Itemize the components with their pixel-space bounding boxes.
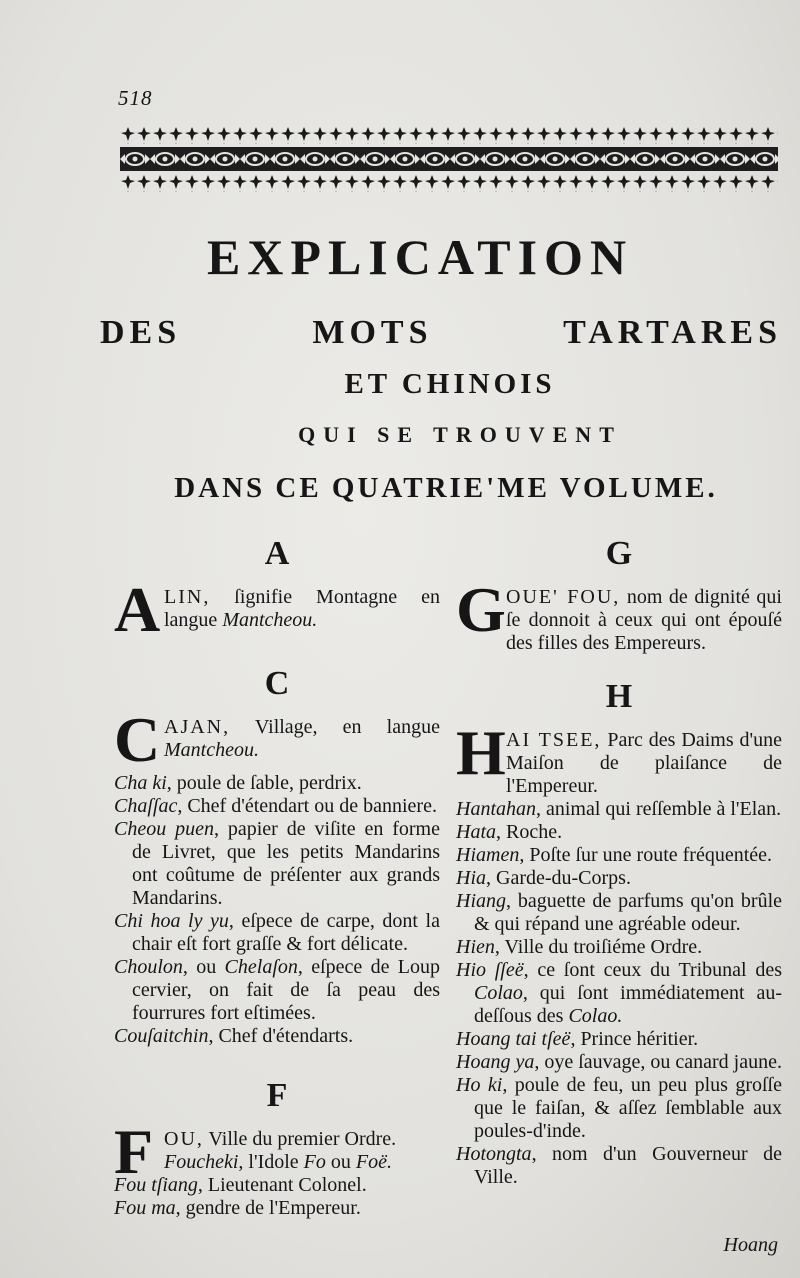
title-quatrieme-volume: DANS CE QUATRIE'ME VOLUME. [174,472,718,504]
glossary-entry [456,798,782,821]
section-letter-f: F [266,1077,288,1114]
entry-definition: ſignifie Montagne en langue [164,586,440,631]
entry-term: Hoang ya [456,1051,535,1073]
entry-term: Fo [303,1151,326,1173]
drop-cap: F [114,1116,154,1187]
entry-term: Hotongta [456,1143,532,1165]
section-letter-a: A [264,535,290,572]
page-number: 518 [118,86,153,110]
entry-alin [114,574,440,645]
glossary-entry [456,867,782,890]
entry-term: AI TSEE, [506,729,602,751]
entry-definition: Ville du premier Ordre. [203,1128,397,1150]
glossary-entry [456,959,782,1028]
entry-cajan [114,704,440,775]
entry-goue-fou [456,574,782,655]
entry-term: Cha ki [114,772,167,794]
entry-term: Foucheki [164,1151,239,1173]
entry-definition: , Chef d'étendart ou de banniere. [177,795,437,817]
entry-definition: , eſpece de carpe, dont la chair eſt fort graſſe & fort délicate. [132,910,440,955]
entry-definition: , papier de viſite en forme de Livret, que les petits Mandarins ont coûtume de préſenter aux grands Mandarins. [132,818,440,909]
entry-term: Choulon [114,956,183,978]
drop-cap: A [114,574,161,645]
glossary-entry [456,821,782,844]
entry-term: Hiamen [456,844,520,866]
left-column [114,530,440,1220]
entry-term: OUE' FOU, [506,586,621,608]
glossary-entry [456,844,782,867]
section-letter-c: C [264,665,290,702]
glossary-entry [114,956,440,1025]
entry-hai-tsee [456,717,782,798]
section-letter-h: H [605,678,633,715]
entry-term: Hiang [456,890,506,912]
drop-cap: C [114,704,161,775]
entry-definition: , ce ſont ceux du Tribunal des [523,959,782,981]
entry-term: Cheou puen [114,818,214,840]
entry-term: AJAN, [164,716,231,738]
drop-cap: H [456,717,506,788]
glossary-entry [114,910,440,956]
entry-term: Hata [456,821,496,843]
entry-definition: , gendre de l'Empereur. [175,1197,361,1219]
glossary-entry [114,1174,440,1197]
entry-term: Colao. [568,1005,623,1027]
entry-definition: , Roche. [496,821,563,843]
title-explication: EXPLICATION [206,229,634,285]
entry-definition: , poule de feu, un peu plus groſſe que le faiſan, & aſſez ſemblable aux poules-d'inde. [474,1074,782,1142]
glossary-entry [456,1028,782,1051]
entry-definition: , l'Idole [238,1151,304,1173]
entry-term: Colao [474,982,523,1004]
catchword: Hoang [723,1234,778,1256]
section-letter-g: G [605,535,633,572]
glossary-entry [456,1143,782,1189]
title-qui-se-trouvent: QUI SE TROUVENT [298,422,622,447]
entry-definition: nom de dignité qui ſe donnoit à ceux qui ont épouſé des filles des Empereurs. [506,586,782,654]
entry-term: Hoang tai tſeë [456,1028,571,1050]
entry-definition: Parc des Daims d'une Maiſon de plaiſance de l'Empereur. [506,729,782,797]
glossary-entry [114,795,440,818]
entry-definition: , Prince héritier. [570,1028,699,1050]
entry-term: Chaſſac [114,795,178,817]
entry-term: Hio ſſeë [456,959,524,981]
glossary-entry [456,1051,782,1074]
glossary-entry [114,818,440,910]
decorative-headpiece [120,126,778,194]
entry-definition: ou [325,1151,356,1173]
title-et-chinois: ET CHINOIS [344,368,556,400]
entry-definition: , Garde-du-Corps. [486,867,631,889]
glossary-entry [114,772,440,795]
glossary-entry [456,936,782,959]
entry-definition: , Ville du troiſiéme Ordre. [494,936,703,958]
entry-term: Mantcheou. [164,739,259,761]
entry-definition: , nom d'un Gouverneur de Ville. [474,1143,782,1188]
entry-term: Mantcheou. [222,609,318,631]
entry-definition: , Lieutenant Colonel. [197,1174,367,1196]
entry-term: Hien [456,936,495,958]
entry-definition: , Poſte ſur une route fréquentée. [519,844,773,866]
entry-term: Hia [456,867,486,889]
entry-term: Fou tſiang [114,1174,198,1196]
entry-definition: , qui ſont immédiatement au-deſſous des [474,982,782,1027]
entry-term: Ho ki [456,1074,503,1096]
entry-definition: Village, en langue [230,716,440,738]
entry-term: Fou ma [114,1197,176,1219]
entry-definition: , oye ſauvage, ou canard jaune. [534,1051,782,1073]
entry-definition: , poule de ſable, perdrix. [166,772,362,794]
glossary-entry [456,1074,782,1143]
glossary-entry [456,890,782,936]
entry-term: Couſaitchin [114,1025,209,1047]
entry-term: Foë. [355,1151,392,1173]
right-column [456,530,782,1189]
entry-definition: , animal qui reſſemble à l'Elan. [536,798,782,820]
entry-definition: , Chef d'étendarts. [208,1025,354,1047]
entry-term: Chi hoa ly yu [114,910,229,932]
entry-definition: , ou [182,956,225,978]
title-des-mots-tartares: DES MOTS TARTARES [100,314,782,351]
entry-definition: , eſpece de Loup cervier, on fait de ſa peau des fourrures fort eſtimées. [132,956,440,1024]
drop-cap: G [456,574,506,645]
glossary-entry [114,1197,440,1220]
entry-term: Chelaſon [224,956,298,978]
entry-definition: , baguette de parfums qu'on brûle & qui répand une agréable odeur. [474,890,782,935]
entry-term: LIN, [164,586,211,608]
glossary-entry [114,1025,440,1048]
entry-term: Hantahan [456,798,536,820]
entry-term: OU, [164,1128,204,1150]
